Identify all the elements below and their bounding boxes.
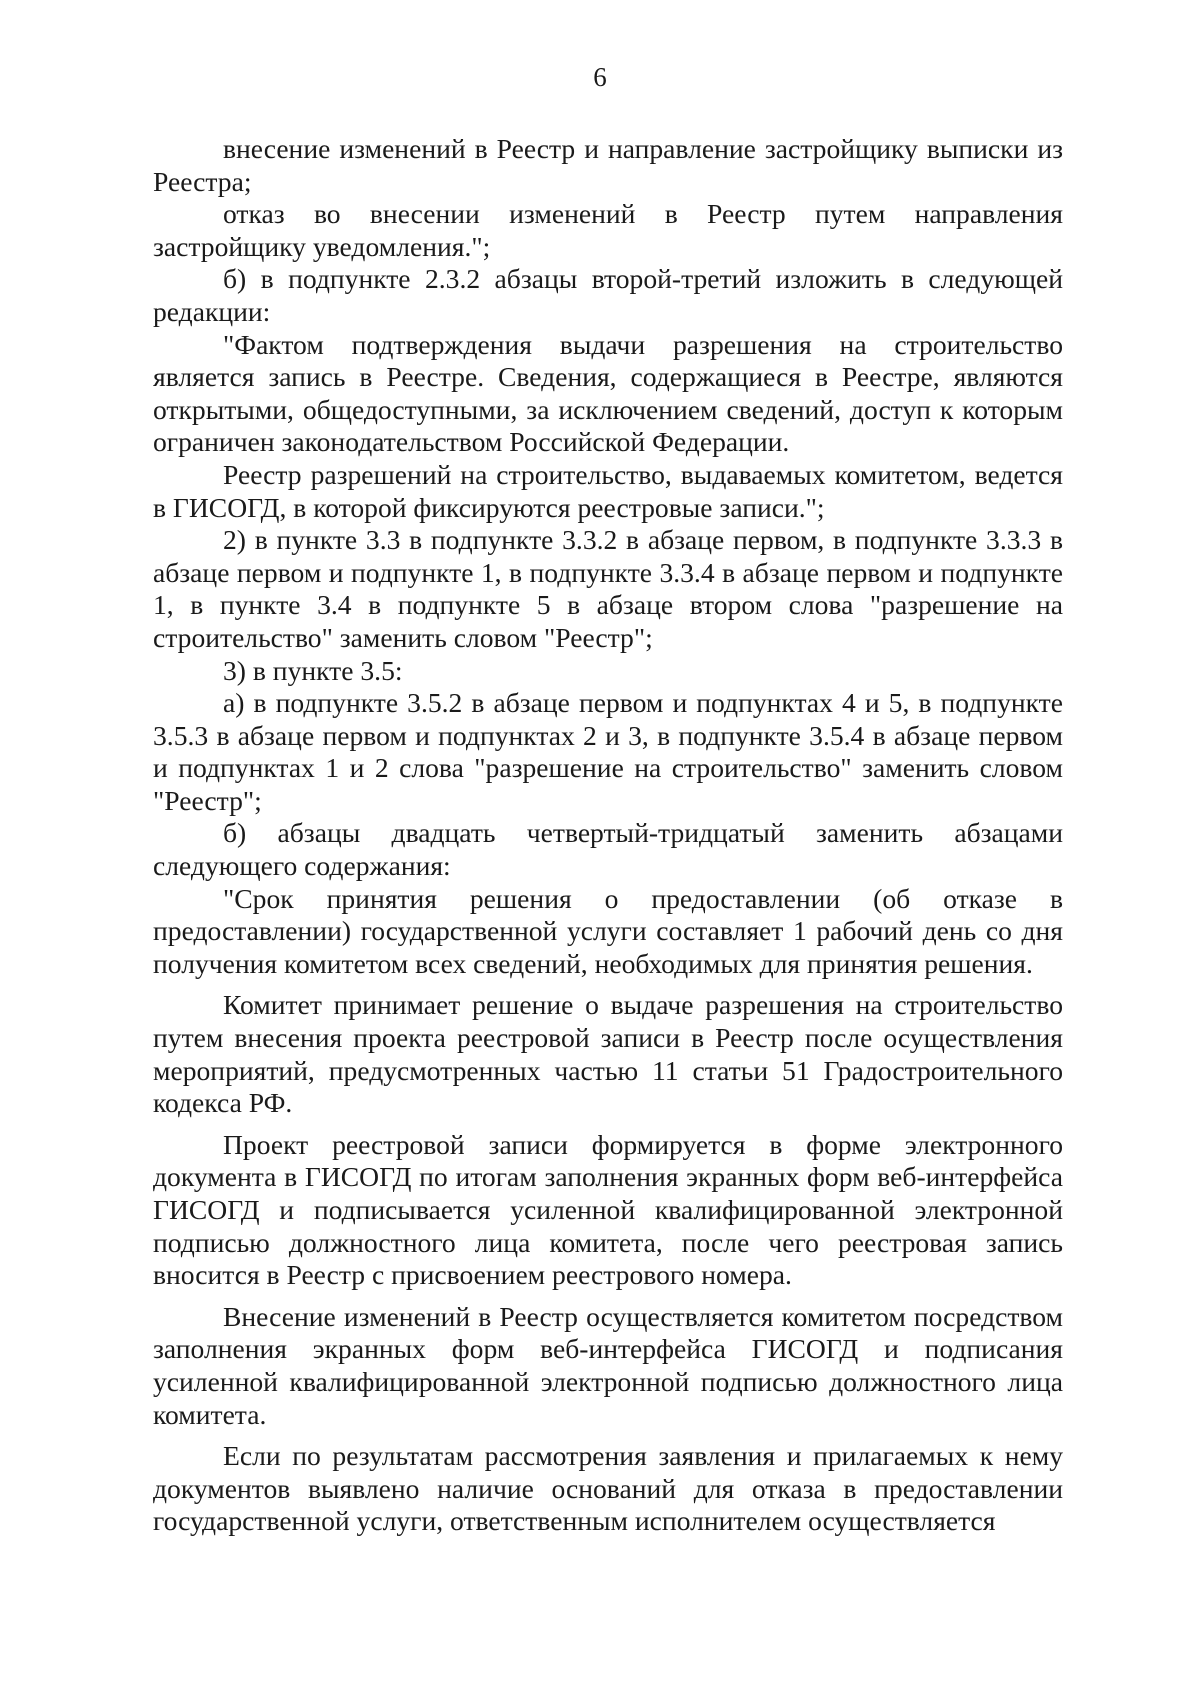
paragraph-11: Комитет принимает решение о выдаче разрешения на строительство путем внесения проекта реестровой записи в Реестр после осуществления мероприятий, предусмотренных частью 11 статьи 51 Градостроительного кодекса РФ. [153, 989, 1063, 1119]
document-body [153, 133, 1063, 1538]
paragraph-8: а) в подпункте 3.5.2 в абзаце первом и подпунктах 4 и 5, в подпункте 3.5.3 в абзаце первом и подпунктах 2 и 3, в подпункте 3.5.4 в абзаце первом и подпунктах 1 и 2 слова "разрешение на строительство" заменить словом "Реестр"; [153, 687, 1063, 816]
paragraph-9: б) абзацы двадцать четвертый-тридцатый заменить абзацами следующего содержания: [153, 817, 1063, 882]
paragraph-5: Реестр разрешений на строительство, выдаваемых комитетом, ведется в ГИСОГД, в которой фиксируются реестровые записи."; [153, 458, 1063, 523]
paragraph-13: Внесение изменений в Реестр осуществляется комитетом посредством заполнения экранных форм веб-интерфейса ГИСОГД и подписания усиленной квалифицированной электронной подписью должностного лица комитета. [153, 1300, 1063, 1430]
paragraph-2: отказ во внесении изменений в Реестр путем направления застройщику уведомления."; [153, 198, 1063, 262]
paragraph-3: б) в подпункте 2.3.2 абзацы второй-третий изложить в следующей редакции: [153, 263, 1063, 327]
paragraph-7: 3) в пункте 3.5: [223, 654, 403, 686]
paragraph-14: Если по результатам рассмотрения заявления и прилагаемых к нему документов выявлено наличие оснований для отказа в предоставлении государственной услуги, ответственным исполнителем осуществляется [153, 1440, 1063, 1537]
page-number: 6 [593, 62, 607, 92]
paragraph-6: 2) в пункте 3.3 в подпункте 3.3.2 в абзаце первом, в подпункте 3.3.3 в абзаце первом и подпункте 1, в подпункте 3.3.4 в абзаце первом и подпункте 1, в пункте 3.4 в подпункте 5 в абзаце втором слова "разрешение на строительство" заменить словом "Реестр"; [153, 524, 1063, 653]
paragraph-10: "Срок принятия решения о предоставлении (об отказе в предоставлении) государственной услуги составляет 1 рабочий день со дня получения комитетом всех сведений, необходимых для принятия решения. [153, 882, 1063, 979]
paragraph-4: "Фактом подтверждения выдачи разрешения на строительство является запись в Реестре. Сведения, содержащиеся в Реестре, являются открытыми, общедоступными, за исключением сведений, доступ к которым ограничен законодательством Российской Федерации. [153, 328, 1063, 458]
paragraph-12: Проект реестровой записи формируется в форме электронного документа в ГИСОГД по итогам заполнения экранных форм веб-интерфейса ГИСОГД и подписывается усиленной квалифицированной электронной подписью должностного лица комитета, после чего реестровая запись вносится в Реестр с присвоением реестрового номера. [153, 1128, 1063, 1291]
paragraph-1: внесение изменений в Реестр и направление застройщику выписки из Реестра; [153, 133, 1063, 197]
